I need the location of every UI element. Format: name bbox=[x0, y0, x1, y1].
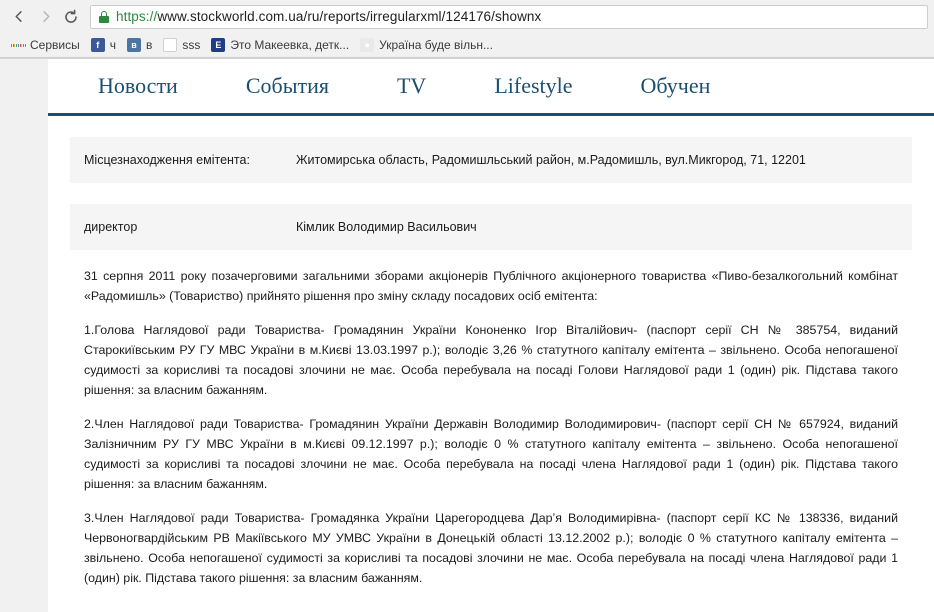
spacer bbox=[48, 116, 934, 137]
nav-item-tv[interactable]: TV bbox=[396, 73, 427, 98]
bookmark-label: в bbox=[145, 38, 153, 52]
bookmarks-bar bbox=[0, 33, 934, 58]
report-row-director bbox=[70, 204, 912, 250]
forward-arrow-glyph bbox=[38, 9, 53, 24]
nav-item-lifestyle[interactable]: Lifestyle bbox=[494, 73, 573, 98]
facebook-icon: f bbox=[91, 38, 105, 52]
paragraph-item-3: 3.Член Наглядової ради Товариства- Громадянка України Царегородцева Дарʼя Володимирівна- (паспорт серії КС № 138336, виданий Червоногвардійським РВ Макіївського МУ УМВС України в Донецькій області 13.12.2002 р.); володіє 0 % статутного капіталу емітента – звільнено. Особа непогашеної судимості за корисливі та посадові злочини не має. Особа перебувала на посаді члена Наглядової ради 1 (один) рік. Підстава такого рішення: за власним бажанням. bbox=[84, 511, 898, 585]
forward-arrow-icon[interactable] bbox=[32, 4, 58, 30]
site-navigation bbox=[48, 59, 934, 116]
address-bar[interactable] bbox=[90, 5, 928, 29]
report-body bbox=[48, 116, 934, 588]
browser-toolbar bbox=[0, 0, 934, 33]
url-rest: www.stockworld.com.ua/ru/reports/irregularxml/124176/shownx bbox=[157, 9, 542, 24]
apps-grid-icon bbox=[11, 38, 25, 52]
bookmark-services[interactable] bbox=[7, 35, 87, 56]
row-label: Місцезнаходження емітента: bbox=[84, 153, 250, 167]
row-value: Кімлик Володимир Васильович bbox=[296, 220, 477, 234]
report-text-block bbox=[70, 250, 912, 588]
table-row bbox=[70, 137, 912, 183]
user-icon: ● bbox=[360, 38, 374, 52]
spacer bbox=[48, 183, 934, 204]
bookmark-label: Это Макеевка, детк... bbox=[230, 38, 350, 52]
bookmark-sss[interactable] bbox=[159, 35, 207, 56]
paragraph-item-2: 2.Член Наглядової ради Товариства- Громадянин України Державін Володимир Володимирович- (паспорт серії СН № 657924, виданий Залізничним РУ ГУ МВС України в м.Києві 09.12.1997 р.); володіє 0 % статутного капіталу емітента – звільнено. Особа непогашеної судимості за корисливі та посадові злочини не має. Особа перебувала на посаді члена Наглядової ради 1 (один) рік. Підстава такого рішення: за власним бажанням. bbox=[84, 417, 898, 491]
nav-item-education[interactable]: Обучен bbox=[640, 73, 711, 98]
lock-icon bbox=[99, 11, 109, 23]
row-label: директор bbox=[84, 220, 138, 234]
bookmark-vk[interactable] bbox=[123, 35, 159, 56]
page-left-margin bbox=[0, 59, 49, 612]
nav-item-events[interactable]: События bbox=[245, 73, 329, 98]
back-arrow-glyph bbox=[12, 9, 27, 24]
reload-glyph bbox=[63, 9, 79, 25]
row-value: Житомирська область, Радомишльський район, м.Радомишль, вул.Микгород, 71, 12201 bbox=[296, 153, 806, 167]
bookmark-label: ч bbox=[109, 38, 116, 52]
url-scheme: https:// bbox=[116, 9, 158, 24]
paragraph-item-1: 1.Голова Наглядової ради Товариства- Громадянин України Кононенко Ігор Віталійович- (паспорт серії СН № 385754, виданий Старокиївським РУ ГУ МВС України в м.Києві 13.03.1997 р.); володіє 3,26 % статутного капіталу емітента – звільнено. Особа непогашеної судимості за корисливі та посадові злочини не має. Особа перебувала на посаді Голови Наглядової ради 1 (один) рік. Підстава такого рішення: за власним бажанням. bbox=[84, 323, 898, 397]
url-text bbox=[116, 9, 541, 24]
bookmark-makeevka[interactable] bbox=[207, 35, 356, 56]
table-row bbox=[70, 204, 912, 250]
back-arrow-icon[interactable] bbox=[6, 4, 32, 30]
bookmark-ukraine[interactable] bbox=[356, 35, 500, 56]
browser-chrome bbox=[0, 0, 934, 59]
bookmark-label: Сервисы bbox=[30, 38, 80, 52]
page-icon: s bbox=[163, 38, 177, 52]
nav-item-news[interactable]: Новости bbox=[98, 73, 178, 98]
report-row-location bbox=[70, 137, 912, 183]
bookmark-label: sss bbox=[182, 38, 201, 52]
reload-icon[interactable] bbox=[58, 4, 84, 30]
bookmark-label: Україна буде вільн... bbox=[379, 38, 493, 52]
news-icon: E bbox=[211, 38, 225, 52]
vk-icon: в bbox=[127, 38, 141, 52]
bookmark-facebook[interactable] bbox=[87, 35, 123, 56]
page-content bbox=[48, 59, 934, 612]
paragraph-intro: 31 серпня 2011 року позачерговими загальними зборами акціонерів Публічного акціонерного товариства «Пиво-безалкогольний комбінат «Радомишль» (Товариство) прийнято рішення про зміну складу посадових осіб емітента: bbox=[84, 269, 898, 303]
page-viewport bbox=[0, 59, 934, 612]
